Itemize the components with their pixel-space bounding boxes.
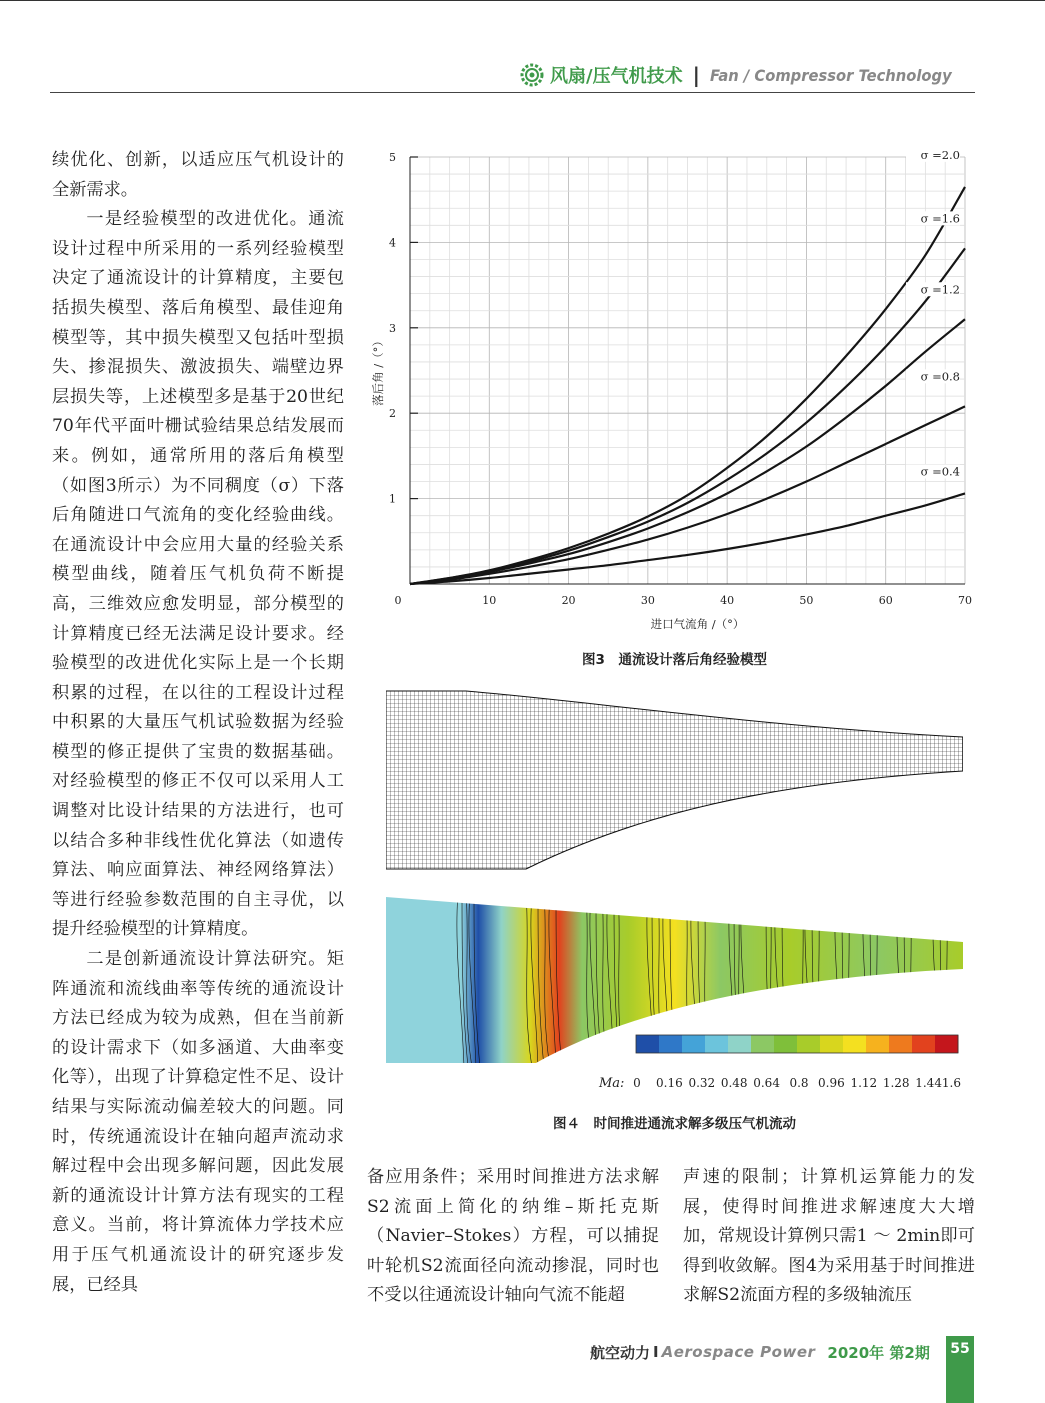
multistage-compressor-flow-figure — [386, 687, 963, 1093]
header-rule — [50, 92, 975, 93]
colorbar-ticks — [633, 1076, 961, 1090]
colorbar-swatch — [751, 1035, 775, 1053]
running-header — [520, 60, 980, 90]
paragraph-algorithm-research: 二是创新通流设计算法研究。矩阵通流和流线曲率等传统的通流设计方法已经成为较为成熟，但在当前新的设计需求下（如多涵道、大曲率变化等），出现了计算稳定性不足、设计结果与实际流动偏差较大的问题。同时，传统通流设计在轴向超声流动求解过程中会出现多解问题，因此发展新的通流设计计算方法有现实的工程意义。当前，将计算流体力学技术应用于压气机通流设计的研究逐步发展，已经具 — [52, 949, 344, 1295]
colorbar-tick-label: 1.6 — [941, 1076, 961, 1090]
y-axis-label: 落后角 /（°） — [371, 335, 385, 406]
x-tick-label: 60 — [878, 594, 893, 607]
fig3-caption: 图3 通流设计落后角经验模型 — [582, 652, 767, 668]
series-label: σ =0.4 — [920, 464, 960, 479]
colorbar-swatch — [705, 1035, 729, 1053]
colorbar-swatch — [636, 1035, 660, 1053]
series-label: σ =1.6 — [920, 211, 960, 226]
colorbar-tick-label: 1.12 — [850, 1076, 878, 1090]
top-rule — [0, 0, 1045, 1]
y-tick-label: 4 — [389, 236, 396, 250]
colorbar-tick-label: 1.28 — [882, 1076, 910, 1090]
journal-name-en: Aerospace Power — [661, 1343, 816, 1361]
footer-separator: I — [653, 1343, 659, 1361]
x-tick-label: 50 — [799, 594, 814, 607]
colorbar-swatch — [682, 1035, 706, 1053]
series-label: σ =2.0 — [920, 147, 960, 162]
colorbar-tick-label: 0.32 — [688, 1076, 716, 1090]
x-tick-label: 10 — [482, 594, 497, 607]
colorbar-swatch — [912, 1035, 936, 1053]
header-section-cn: 风扇/压气机技术 — [550, 66, 683, 87]
colorbar-tick-label: 0.64 — [753, 1076, 780, 1090]
paragraph-empirical-model: 一是经验模型的改进优化。通流设计过程中所采用的一系列经验模型决定了通流设计的计算精度，主要包括损失模型、落后角模型、最佳迎角模型等，其中损失模型又包括叶型损失、掺混损失、激波损失、端壁边界层损失等，上述模型多是基于20世纪70年代平面叶栅试验结果总结发展而来。例如，通常所用的落后角模型（如图3所示）为不同稠度（σ）下落后角随进口气流角的变化经验曲线。在通流设计中会应用大量的经验关系模型曲线，随着压气机负荷不断提高，三维效应愈发明显，部分模型的计算精度已经无法满足设计要求。经验模型的改进优化实际上是一个长期积累的过程，在以往的工程设计过程中积累的大量压气机试验数据为经验模型的修正提供了宝贵的数据基础。对经验模型的修正不仅可以采用人工调整对比设计结果的方法进行，也可以结合多种非线性优化算法（如遗传算法、响应面算法、神经网络算法）等进行经验参数范围的自主寻优，以提升经验模型的计算精度。 — [52, 209, 344, 940]
y-tick-label: 2 — [389, 407, 396, 421]
colorbar-swatch — [866, 1035, 890, 1053]
journal-name-cn: 航空动力 — [590, 1343, 651, 1362]
colorbar-swatch — [935, 1035, 959, 1053]
colorbar-swatch — [728, 1035, 752, 1053]
colorbar-swatch — [659, 1035, 683, 1053]
colorbar-swatch — [843, 1035, 867, 1053]
computational-mesh — [386, 687, 963, 877]
page-number: 55 — [950, 1341, 970, 1357]
running-footer — [590, 1339, 930, 1365]
y-tick-label: 5 — [389, 151, 396, 164]
colorbar-tick-label: 1.44 — [915, 1076, 942, 1090]
colorbar-label: Ma: — [599, 1076, 625, 1091]
deviation-angle-chart — [360, 140, 980, 640]
x-tick-label: 30 — [640, 594, 655, 607]
text-column-2: 备应用条件；采用时间推进方法求解S2流面上简化的纳维–斯托克斯（Navier–Stokes）方程，可以捕捉叶轮机S2流面径向流动掺混，同时也不受以往通流设计轴向气流不能超 — [367, 1167, 659, 1306]
text-column-3: 声速的限制；计算机运算能力的发展，使得时间推进求解速度大大增加，常规设计算例只需1 ～ 2min即可得到收敛解。图4为采用基于时间推进求解S2流面方程的多级轴流压 — [683, 1167, 975, 1306]
x-tick-label: 20 — [561, 594, 576, 607]
colorbar-tick-label: 0 — [633, 1076, 641, 1090]
fig4-caption: 图４ 时间推进通流求解多级压气机流动 — [553, 1116, 796, 1132]
colorbar-tick-label: 0.16 — [656, 1076, 683, 1090]
colorbar-swatch — [774, 1035, 798, 1053]
x-axis-label: 进口气流角 /（°） — [650, 617, 745, 631]
x-tick-label: 0 — [394, 594, 402, 607]
colorbar-swatch — [889, 1035, 913, 1053]
y-tick-label: 3 — [389, 321, 396, 335]
colorbar-swatch — [820, 1035, 844, 1053]
x-tick-label: 40 — [720, 594, 735, 607]
x-tick-label: 70 — [958, 594, 972, 607]
colorbar-tick-label: 0.48 — [720, 1076, 748, 1090]
issue-label: 2020年 第2期 — [827, 1343, 930, 1362]
series-label: σ =0.8 — [920, 369, 960, 384]
paragraph-continued: 续优化、创新，以适应压气机设计的全新需求。 — [52, 150, 344, 200]
header-separator: | — [692, 63, 700, 87]
colorbar-tick-label: 0.8 — [789, 1076, 809, 1090]
header-section-en: Fan / Compressor Technology — [709, 65, 952, 85]
series-label: σ =1.2 — [920, 282, 960, 297]
mach-colorbar — [636, 1035, 959, 1053]
y-tick-label: 1 — [389, 492, 396, 506]
colorbar-tick-label: 0.96 — [818, 1076, 845, 1090]
gear-logo-icon — [520, 63, 544, 87]
text-column-1 — [52, 146, 344, 1300]
colorbar-swatch — [797, 1035, 821, 1053]
